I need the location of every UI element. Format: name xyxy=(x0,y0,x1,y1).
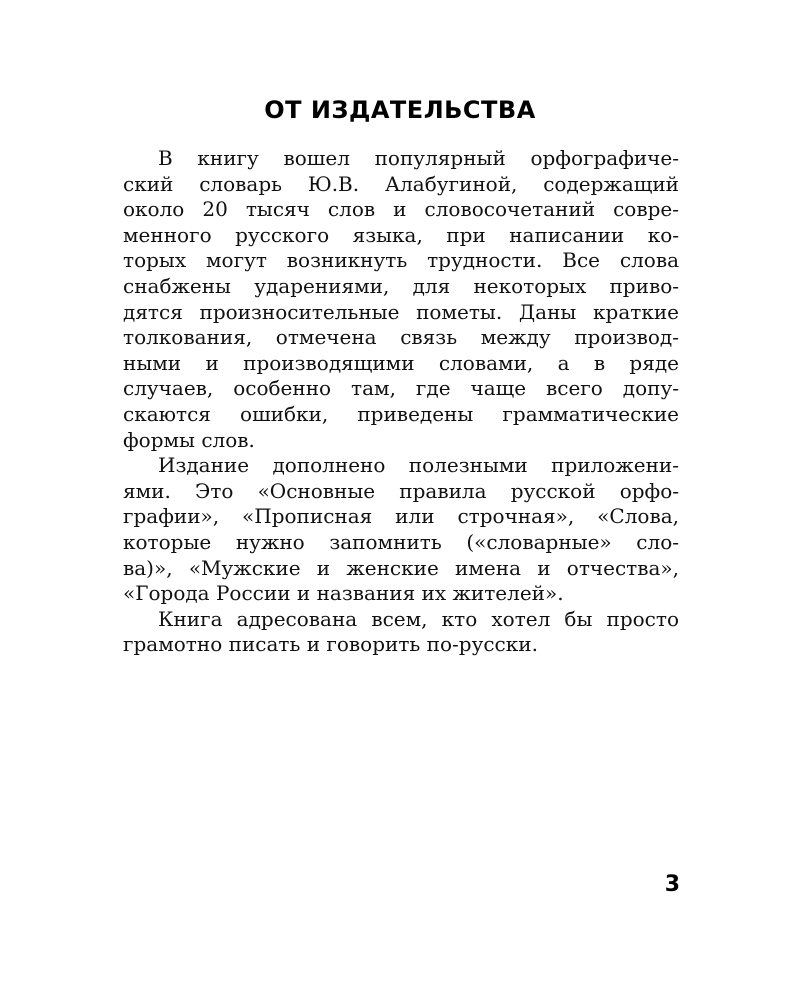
text-line: В книгу вошел популярный орфографиче- xyxy=(158,146,679,170)
paragraph-3 xyxy=(123,607,679,658)
page-title: ОТ ИЗДАТЕЛЬСТВА xyxy=(264,96,536,124)
paragraph-1 xyxy=(123,146,679,453)
body-text xyxy=(123,146,679,658)
text-line: грамотно писать и говорить по-русски. xyxy=(123,632,538,657)
text-line: Книга адресована всем, кто хотел бы просто xyxy=(158,606,679,631)
text-line: «Города России и названия их жителей». xyxy=(123,581,564,606)
text-line: торых могут возникнуть трудности. Все слова xyxy=(123,248,679,273)
text-line: снабжены ударениями, для некоторых приво- xyxy=(123,273,679,298)
text-line: графии», «Прописная или строчная», «Слова, xyxy=(123,504,679,529)
text-line: ными и производящими словами, а в ряде xyxy=(123,350,679,375)
text-line: ский словарь Ю.В. Алабугиной, содержащий xyxy=(123,171,679,196)
text-line: формы слов. xyxy=(123,427,255,452)
text-line: которые нужно запомнить («словарные» сло- xyxy=(123,529,679,554)
text-line: около 20 тысяч слов и словосочетаний совре- xyxy=(123,197,679,222)
text-line: ва)», «Мужские и женские имена и отчества», xyxy=(123,555,679,580)
text-line: толкования, отмечена связь между производ- xyxy=(123,325,679,350)
text-line: Издание дополнено полезными приложени- xyxy=(158,453,679,478)
page-number: 3 xyxy=(664,872,680,897)
paragraph-2 xyxy=(123,453,679,607)
text-line: менного русского языка, при написании ко- xyxy=(123,222,679,247)
text-line: скаются ошибки, приведены грамматические xyxy=(123,401,679,426)
text-line: дятся произносительные пометы. Даны краткие xyxy=(123,299,679,324)
text-line: случаев, особенно там, где чаще всего допу- xyxy=(123,376,679,401)
text-line: ями. Это «Основные правила русской орфо- xyxy=(123,478,679,503)
